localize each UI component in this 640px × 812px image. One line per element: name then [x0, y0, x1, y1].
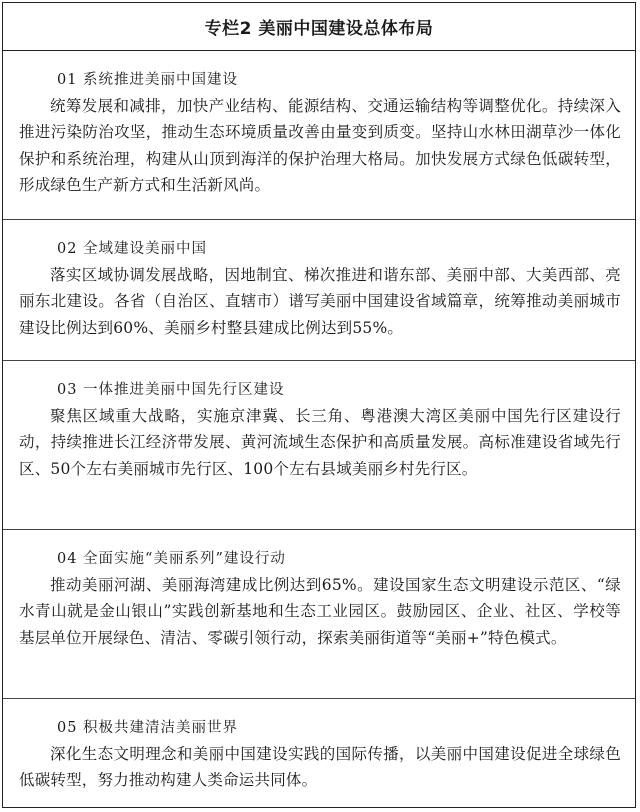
section-05 — [3, 699, 635, 806]
section-body: 推动美丽河湖、美丽海湾建成比例达到65%。建设国家生态文明建设示范区、“绿水青山就是金山银山”实践创新基地和生态工业园区。鼓励园区、企业、社区、学校等基层单位开展绿色、清洁、零碳引领行动，探索美丽街道等“美丽+”特色模式。 — [19, 576, 621, 647]
section-body: 落实区域协调发展战略，因地制宜、梯次推进和谐东部、美丽中部、大美西部、亮丽东北建设。各省（自治区、直辖市）谱写美丽中国建设省域篇章，统筹推动美丽城市建设比例达到60%、美丽乡村整县建成比例达到55%。 — [19, 266, 621, 337]
section-heading: 03 一体推进美丽中国先行区建设 — [57, 382, 285, 398]
section-body: 深化生态文明理念和美丽中国建设实践的国际传播，以美丽中国建设促进全球绿色低碳转型，努力推动构建人类命运共同体。 — [19, 745, 621, 790]
section-body: 统筹发展和减排，加快产业结构、能源结构、交通运输结构等调整优化。持续深入推进污染防治攻坚，推动生态环境质量改善由量变到质变。坚持山水林田湖草沙一体化保护和系统治理，构建从山顶到海洋的保护治理大格局。加快发展方式绿色低碳转型，形成绿色生产新方式和生活新风尚。 — [19, 97, 621, 195]
section-02 — [3, 220, 635, 361]
section-heading: 04 全面实施“美丽系列”建设行动 — [57, 551, 286, 567]
feature-box — [2, 2, 636, 808]
section-03 — [3, 361, 635, 530]
section-01 — [3, 51, 635, 220]
box-title: 专栏2 美丽中国建设总体布局 — [3, 3, 635, 51]
section-heading: 01 系统推进美丽中国建设 — [57, 72, 239, 88]
section-04 — [3, 530, 635, 699]
section-body: 聚焦区域重大战略，实施京津冀、长三角、粤港澳大湾区美丽中国先行区建设行动，持续推进长江经济带发展、黄河流域生态保护和高质量发展。高标准建设省域先行区、50个左右美丽城市先行区、100个左右县域美丽乡村先行区。 — [19, 407, 621, 478]
section-heading: 02 全域建设美丽中国 — [57, 241, 208, 257]
section-heading: 05 积极共建清洁美丽世界 — [57, 720, 239, 736]
